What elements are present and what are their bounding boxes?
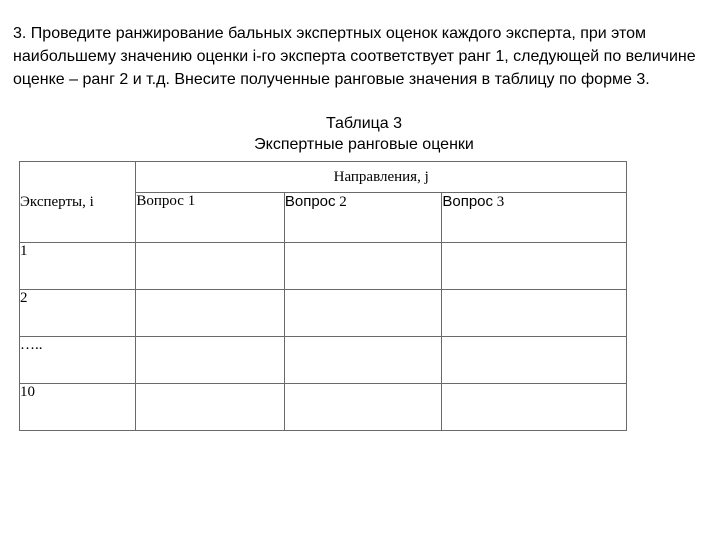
expert-label-cell: …..: [20, 337, 136, 384]
experts-column-header: Эксперты, i: [20, 162, 136, 243]
table-header-row-1: [20, 162, 627, 193]
rank-cell: [136, 243, 284, 290]
table-number-caption: Таблица 3: [325, 115, 403, 132]
question-3-word: Вопрос: [442, 193, 494, 210]
table-row: [20, 384, 627, 431]
rank-cell: [442, 243, 627, 290]
question-3-number: 3: [496, 194, 505, 210]
rank-cell: [136, 337, 284, 384]
question-2-header: [284, 193, 442, 243]
question-2-number: 2: [339, 194, 347, 210]
expert-label-cell: 1: [20, 243, 136, 290]
rank-cell: [442, 337, 627, 384]
question-1-header: [136, 193, 284, 243]
rank-cell: [284, 337, 442, 384]
question-1-number: 1: [187, 193, 196, 209]
rank-cell: [136, 384, 284, 431]
rank-cell: [284, 243, 442, 290]
directions-column-header: Направления, j: [136, 162, 627, 193]
table-row: [20, 243, 627, 290]
table-row: [20, 337, 627, 384]
question-2-word: Вопрос: [284, 193, 336, 210]
rank-cell: [442, 384, 627, 431]
question-1-word: Вопрос: [136, 193, 184, 209]
task-instruction: 3. Проведите ранжирование бальных экспертных оценок каждого эксперта, при этом наибольшему значению оценки i-го эксперта соответствует ранг 1, следующей по величине оценке – ранг 2 и т.д. Внесите полученные ранговые значения в таблицу по форме 3.: [13, 25, 696, 88]
rank-cell: [284, 290, 442, 337]
expert-label-cell: 2: [20, 290, 136, 337]
table-title-caption: Экспертные ранговые оценки: [254, 136, 474, 153]
expert-label-cell: 10: [20, 384, 136, 431]
rank-cell: [284, 384, 442, 431]
rank-cell: [136, 290, 284, 337]
table-row: [20, 290, 627, 337]
rank-cell: [442, 290, 627, 337]
question-3-header: [442, 193, 627, 243]
expert-ranking-table: [19, 161, 627, 431]
